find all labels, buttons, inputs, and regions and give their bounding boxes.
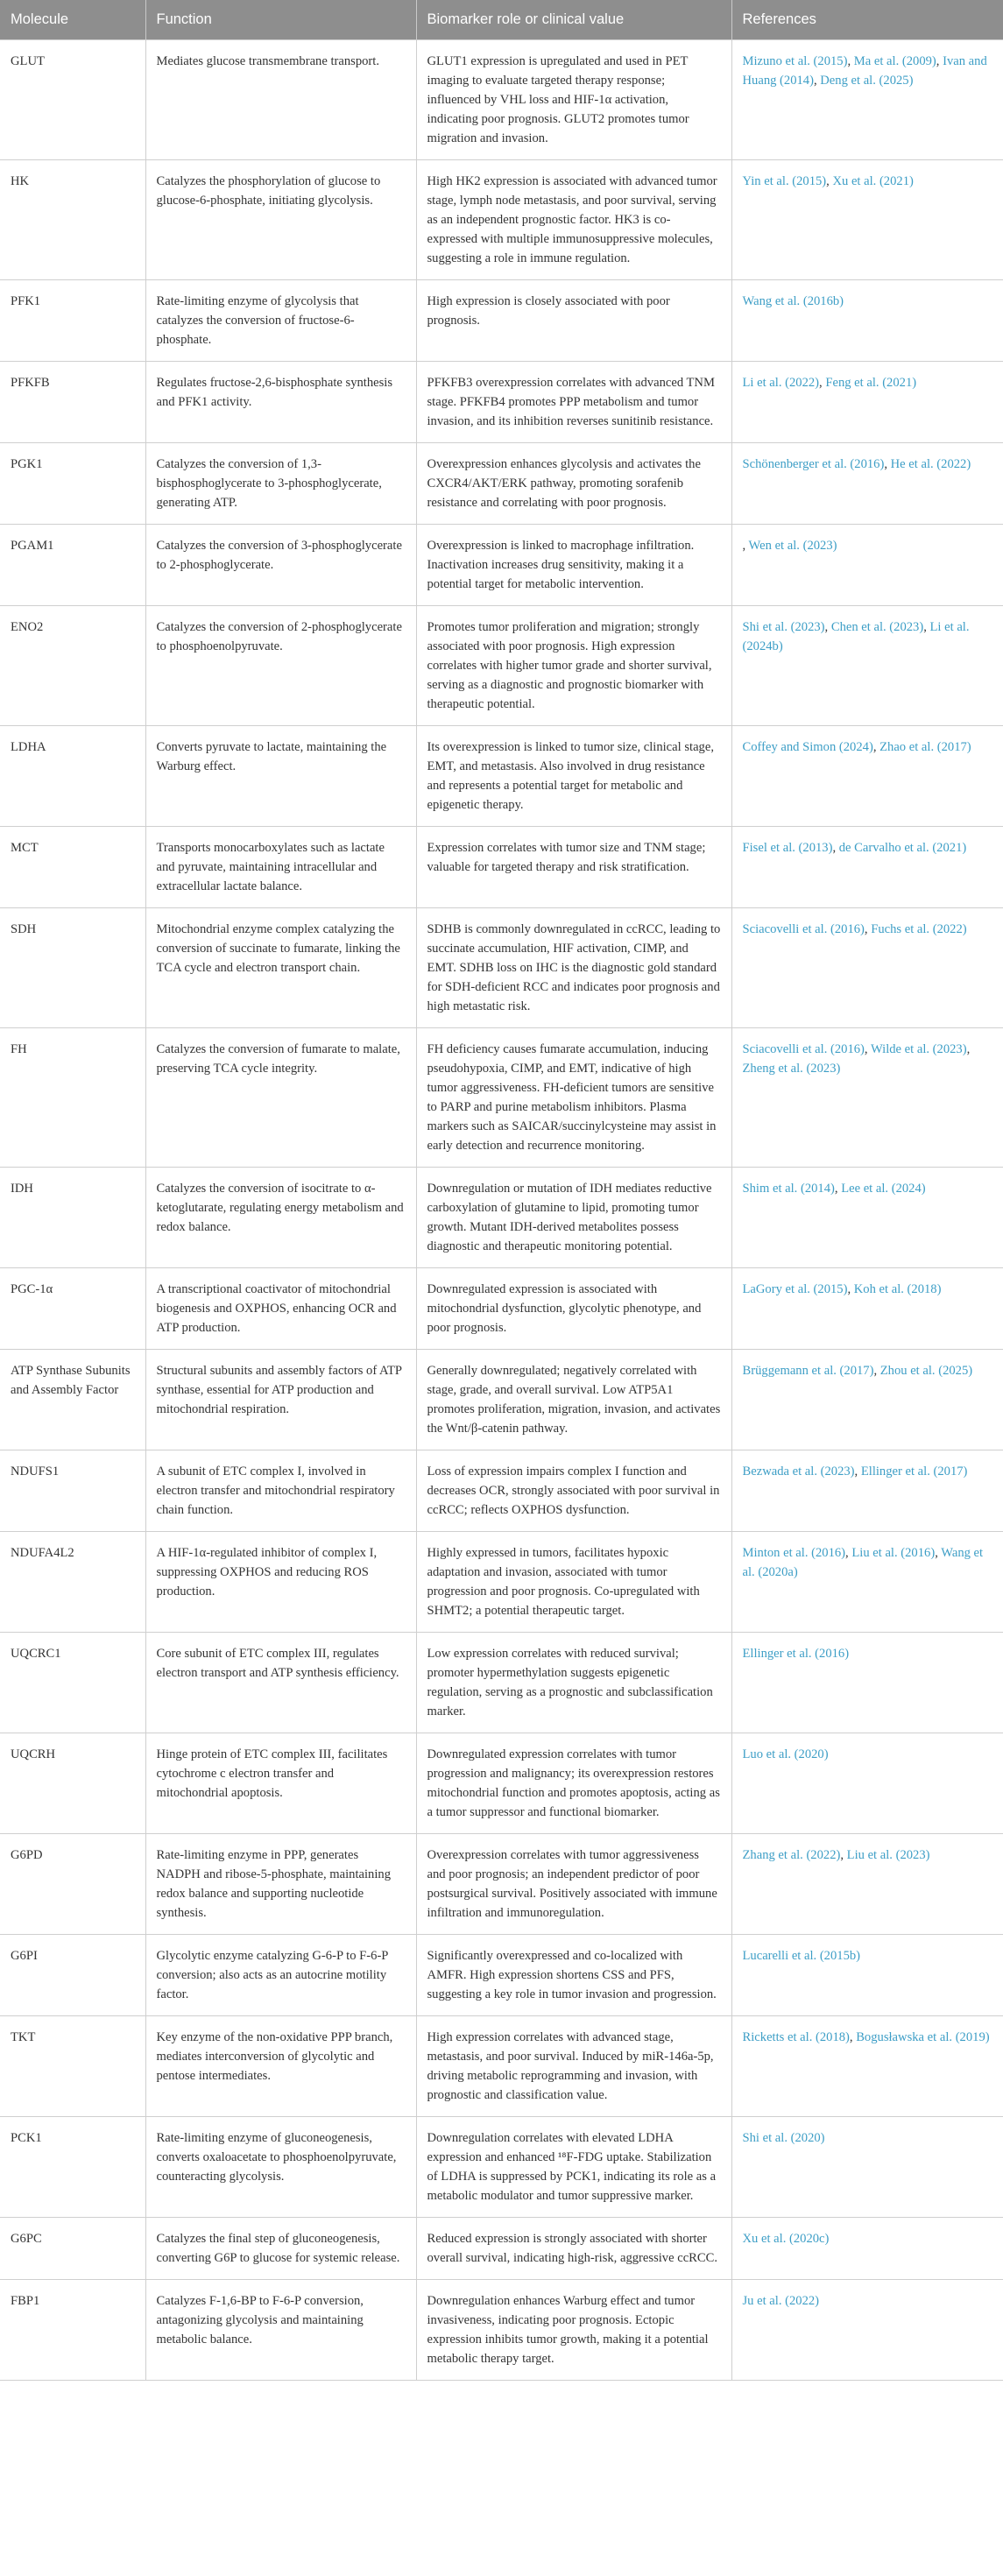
- separator: ,: [832, 840, 839, 855]
- molecule-cell: GLUT: [0, 39, 145, 159]
- separator: ,: [824, 619, 831, 634]
- separator: ,: [923, 619, 930, 634]
- separator: ,: [854, 1464, 861, 1479]
- table-body: [0, 39, 1003, 2380]
- function-cell: Mediates glucose transmembrane transport.: [145, 39, 416, 159]
- function-cell: Rate-limiting enzyme of gluconeogenesis, converts oxaloacetate to phosphoenolpyruvate, counteracting glycolysis.: [145, 2116, 416, 2217]
- reference-link[interactable]: Zhou et al. (2025): [879, 1363, 973, 1378]
- reference-link[interactable]: Shi et al. (2020): [742, 2130, 825, 2145]
- reference-link[interactable]: He et al. (2022): [890, 456, 971, 471]
- table-row: [0, 1632, 1003, 1733]
- function-cell: Catalyzes the conversion of fumarate to malate, preserving TCA cycle integrity.: [145, 1027, 416, 1167]
- references-cell: [731, 39, 1003, 159]
- separator: ,: [847, 53, 854, 68]
- reference-link[interactable]: Zheng et al. (2023): [742, 1061, 841, 1076]
- header-function: Function: [145, 0, 416, 39]
- molecule-cell: TKT: [0, 2015, 145, 2116]
- reference-link[interactable]: Wang et al. (2016b): [742, 293, 844, 308]
- header-molecule: Molecule: [0, 0, 145, 39]
- reference-link[interactable]: Yin et al. (2015): [742, 173, 827, 188]
- reference-link[interactable]: Wilde et al. (2023): [870, 1041, 967, 1056]
- reference-link[interactable]: Fisel et al. (2013): [742, 840, 833, 855]
- biomarker-cell: Overexpression correlates with tumor aggressiveness and poor prognosis; an independent predictor of poor postsurgical survival. Positively associated with immune infiltration and immunoregulation.: [416, 1833, 731, 1934]
- biomarker-cell: Downregulated expression correlates with tumor progression and malignancy; its overexpression restores mitochondrial function and promotes apoptosis, acting as a tumor suppressor and functional biomarker.: [416, 1733, 731, 1833]
- table-row: [0, 442, 1003, 524]
- function-cell: Key enzyme of the non-oxidative PPP branch, mediates interconversion of glycolytic and pentose intermediates.: [145, 2015, 416, 2116]
- reference-link[interactable]: Xu et al. (2021): [832, 173, 914, 188]
- biomarker-cell: Overexpression enhances glycolysis and activates the CXCR4/AKT/ERK pathway, promoting sorafenib resistance and correlating with poor prognosis.: [416, 442, 731, 524]
- header-references: References: [731, 0, 1003, 39]
- function-cell: Hinge protein of ETC complex III, facilitates cytochrome c electron transfer and mitochondrial apoptosis.: [145, 1733, 416, 1833]
- molecule-cell: UQCRH: [0, 1733, 145, 1833]
- reference-link[interactable]: Chen et al. (2023): [830, 619, 924, 634]
- separator: ,: [884, 456, 891, 471]
- function-cell: Catalyzes the conversion of 2-phosphoglycerate to phosphoenolpyruvate.: [145, 605, 416, 725]
- reference-link[interactable]: Ricketts et al. (2018): [742, 2029, 850, 2044]
- molecule-cell: PCK1: [0, 2116, 145, 2217]
- reference-link[interactable]: Ivan and Huang (2014): [742, 53, 987, 88]
- biomarker-cell: Downregulated expression is associated with mitochondrial dysfunction, glycolytic phenotype, and poor prognosis.: [416, 1267, 731, 1349]
- reference-link[interactable]: Fuchs et al. (2022): [871, 921, 967, 936]
- biomarker-cell: Downregulation or mutation of IDH mediates reductive carboxylation of glutamine to lipid, promoting tumor growth. Mutant IDH-derived metabolites possess diagnostic and therapeutic monitoring potential.: [416, 1167, 731, 1267]
- reference-link[interactable]: Shi et al. (2023): [742, 619, 825, 634]
- table-row: [0, 2279, 1003, 2380]
- biomarker-cell: Reduced expression is strongly associated with shorter overall survival, indicating high-risk, aggressive ccRCC.: [416, 2217, 731, 2279]
- function-cell: A subunit of ETC complex I, involved in electron transfer and mitochondrial respiratory chain function.: [145, 1450, 416, 1531]
- molecule-cell: NDUFA4L2: [0, 1531, 145, 1632]
- table-row: [0, 1531, 1003, 1632]
- separator: ,: [840, 1847, 847, 1862]
- reference-link[interactable]: Ma et al. (2009): [853, 53, 936, 68]
- reference-link[interactable]: Feng et al. (2021): [825, 375, 917, 390]
- references-cell: [731, 1632, 1003, 1733]
- reference-link[interactable]: Ju et al. (2022): [742, 2293, 820, 2308]
- molecule-cell: ATP Synthase Subunits and Assembly Factor: [0, 1349, 145, 1450]
- function-cell: Catalyzes the conversion of 3-phosphoglycerate to 2-phosphoglycerate.: [145, 524, 416, 605]
- reference-link[interactable]: LaGory et al. (2015): [742, 1281, 848, 1296]
- biomarker-cell: Highly expressed in tumors, facilitates hypoxic adaptation and invasion, associated with tumor progression and poor prognosis. Co-upregulated with SHMT2; a potential therapeutic target.: [416, 1531, 731, 1632]
- references-cell: [731, 1531, 1003, 1632]
- function-cell: Catalyzes the conversion of isocitrate to α-ketoglutarate, regulating energy metabolism and redox balance.: [145, 1167, 416, 1267]
- reference-link[interactable]: Lee et al. (2024): [841, 1181, 926, 1196]
- separator: ,: [873, 1363, 880, 1378]
- references-cell: [731, 1450, 1003, 1531]
- separator: ,: [864, 1041, 871, 1056]
- reference-link[interactable]: Bezwada et al. (2023): [742, 1464, 855, 1479]
- biomarker-cell: Its overexpression is linked to tumor size, clinical stage, EMT, and metastasis. Also involved in drug resistance and represents a potential target for metabolic and epigenetic therapy.: [416, 725, 731, 826]
- reference-link[interactable]: Zhang et al. (2022): [742, 1847, 841, 1862]
- reference-link[interactable]: Coffey and Simon (2024): [742, 739, 873, 754]
- references-cell: [731, 1027, 1003, 1167]
- references-cell: [731, 2279, 1003, 2380]
- separator: ,: [864, 921, 872, 936]
- table-row: [0, 2015, 1003, 2116]
- biomarker-cell: Downregulation enhances Warburg effect and tumor invasiveness, indicating poor prognosis. Ectopic expression inhibits tumor growth, making it a potential metabolic therapy target.: [416, 2279, 731, 2380]
- table-row: [0, 1833, 1003, 1934]
- references-cell: [731, 361, 1003, 442]
- reference-link[interactable]: de Carvalho et al. (2021): [838, 840, 967, 855]
- molecule-cell: G6PI: [0, 1934, 145, 2015]
- function-cell: Regulates fructose-2,6-bisphosphate synthesis and PFK1 activity.: [145, 361, 416, 442]
- table-row: [0, 1267, 1003, 1349]
- table-row: [0, 1450, 1003, 1531]
- function-cell: Core subunit of ETC complex III, regulates electron transport and ATP synthesis efficiency.: [145, 1632, 416, 1733]
- references-cell: [731, 907, 1003, 1027]
- separator: ,: [826, 173, 833, 188]
- molecule-cell: PGAM1: [0, 524, 145, 605]
- biomarker-cell: High expression is closely associated with poor prognosis.: [416, 279, 731, 361]
- table-header-row: [0, 0, 1003, 39]
- molecule-cell: PFKFB: [0, 361, 145, 442]
- reference-link[interactable]: Liu et al. (2023): [846, 1847, 930, 1862]
- separator: ,: [813, 73, 821, 88]
- biomarker-cell: High expression correlates with advanced stage, metastasis, and poor survival. Induced by miR-146a-5p, driving metabolic reprogramming and invasion, with prognostic and classification value.: [416, 2015, 731, 2116]
- molecule-cell: MCT: [0, 826, 145, 907]
- biomarker-cell: Significantly overexpressed and co-localized with AMFR. High expression shortens CSS and PFS, suggesting a key role in tumor invasion and progression.: [416, 1934, 731, 2015]
- biomarker-cell: Downregulation correlates with elevated LDHA expression and enhanced ¹⁸F-FDG uptake. Stabilization of LDHA is suppressed by PCK1, indicating its role as a metabolic modulator and tumor suppressive marker.: [416, 2116, 731, 2217]
- separator: ,: [872, 739, 880, 754]
- separator: ,: [845, 1545, 852, 1560]
- references-cell: [731, 1733, 1003, 1833]
- table-row: [0, 39, 1003, 159]
- molecule-cell: UQCRC1: [0, 1632, 145, 1733]
- separator: ,: [935, 1545, 942, 1560]
- references-cell: [731, 2015, 1003, 2116]
- function-cell: Mitochondrial enzyme complex catalyzing the conversion of succinate to fumarate, linking the TCA cycle and electron transport chain.: [145, 907, 416, 1027]
- reference-link[interactable]: Luo et al. (2020): [742, 1747, 829, 1761]
- function-cell: Transports monocarboxylates such as lactate and pyruvate, maintaining intracellular and extracellular lactate balance.: [145, 826, 416, 907]
- reference-link[interactable]: Ellinger et al. (2017): [860, 1464, 968, 1479]
- biomarker-cell: Expression correlates with tumor size and TNM stage; valuable for targeted therapy and risk stratification.: [416, 826, 731, 907]
- table-row: [0, 279, 1003, 361]
- biomarker-cell: SDHB is commonly downregulated in ccRCC, leading to succinate accumulation, HIF activation, CIMP, and EMT. SDHB loss on IHC is the diagnostic gold standard for SDH-deficient RCC and indicates poor prognosis and high metastatic risk.: [416, 907, 731, 1027]
- separator: ,: [742, 538, 749, 553]
- biomarker-cell: Loss of expression impairs complex I function and decreases OCR, strongly associated with poor survival in ccRCC; reflects OXPHOS dysfunction.: [416, 1450, 731, 1531]
- molecule-cell: NDUFS1: [0, 1450, 145, 1531]
- reference-link[interactable]: Zhao et al. (2017): [879, 739, 971, 754]
- references-cell: [731, 1349, 1003, 1450]
- reference-link[interactable]: Sciacovelli et al. (2016): [742, 1041, 865, 1056]
- references-cell: [731, 159, 1003, 279]
- molecule-cell: FBP1: [0, 2279, 145, 2380]
- function-cell: A HIF-1α-regulated inhibitor of complex I, suppressing OXPHOS and reducing ROS production.: [145, 1531, 416, 1632]
- function-cell: Catalyzes the final step of gluconeogenesis, converting G6P to glucose for systemic release.: [145, 2217, 416, 2279]
- biomarker-cell: Promotes tumor proliferation and migration; strongly associated with poor prognosis. High expression correlates with higher tumor grade and shorter survival, serving as a diagnostic and prognostic biomarker with therapeutic potential.: [416, 605, 731, 725]
- function-cell: Rate-limiting enzyme in PPP, generates NADPH and ribose-5-phosphate, maintaining redox balance and supporting nucleotide synthesis.: [145, 1833, 416, 1934]
- function-cell: Glycolytic enzyme catalyzing G-6-P to F-6-P conversion; also acts as an autocrine motility factor.: [145, 1934, 416, 2015]
- reference-link[interactable]: Minton et al. (2016): [742, 1545, 846, 1560]
- table-row: [0, 1027, 1003, 1167]
- references-cell: [731, 279, 1003, 361]
- reference-link[interactable]: Deng et al. (2025): [820, 73, 914, 88]
- table-row: [0, 725, 1003, 826]
- table-row: [0, 2217, 1003, 2279]
- function-cell: Catalyzes the phosphorylation of glucose to glucose-6-phosphate, initiating glycolysis.: [145, 159, 416, 279]
- table-row: [0, 1934, 1003, 2015]
- separator: ,: [966, 1041, 971, 1056]
- table-row: [0, 2116, 1003, 2217]
- separator: ,: [849, 2029, 857, 2044]
- references-cell: [731, 725, 1003, 826]
- references-cell: [731, 1167, 1003, 1267]
- biomarker-cell: Low expression correlates with reduced survival; promoter hypermethylation suggests epigenetic regulation, serving as a prognostic and subclassification marker.: [416, 1632, 731, 1733]
- references-cell: [731, 2116, 1003, 2217]
- biomarker-cell: Overexpression is linked to macrophage infiltration. Inactivation increases drug sensitivity, making it a potential target for metabolic intervention.: [416, 524, 731, 605]
- reference-link[interactable]: Koh et al. (2018): [853, 1281, 942, 1296]
- separator: ,: [936, 53, 943, 68]
- molecule-cell: SDH: [0, 907, 145, 1027]
- separator: ,: [834, 1181, 842, 1196]
- molecule-cell: FH: [0, 1027, 145, 1167]
- table-row: [0, 605, 1003, 725]
- separator: ,: [847, 1281, 854, 1296]
- table-row: [0, 361, 1003, 442]
- biomarker-cell: High HK2 expression is associated with advanced tumor stage, lymph node metastasis, and poor survival, serving as an independent prognostic factor. HK3 is co-expressed with multiple immunosuppressive molecules, suggesting a role in immune regulation.: [416, 159, 731, 279]
- reference-link[interactable]: Lucarelli et al. (2015b): [742, 1948, 861, 1963]
- function-cell: Structural subunits and assembly factors of ATP synthase, essential for ATP production and mitochondrial respiration.: [145, 1349, 416, 1450]
- reference-link[interactable]: Mizuno et al. (2015): [742, 53, 848, 68]
- reference-link[interactable]: Ellinger et al. (2016): [742, 1646, 850, 1661]
- biomarker-cell: Generally downregulated; negatively correlated with stage, grade, and overall survival. Low ATP5A1 promotes proliferation, migration, invasion, and activates the Wnt/β-catenin pathway.: [416, 1349, 731, 1450]
- biomarker-cell: GLUT1 expression is upregulated and used in PET imaging to evaluate targeted therapy response; influenced by VHL loss and HIF-1α activation, indicating poor prognosis. GLUT2 promotes tumor migration and invasion.: [416, 39, 731, 159]
- table-row: [0, 1349, 1003, 1450]
- reference-link[interactable]: Schönenberger et al. (2016): [742, 456, 885, 471]
- separator: ,: [819, 375, 826, 390]
- reference-link[interactable]: Li et al. (2024b): [742, 619, 970, 653]
- references-cell: [731, 1267, 1003, 1349]
- reference-link[interactable]: Brüggemann et al. (2017): [742, 1363, 874, 1378]
- reference-link[interactable]: Bogusławska et al. (2019): [856, 2029, 990, 2044]
- molecule-cell: G6PD: [0, 1833, 145, 1934]
- references-cell: [731, 1833, 1003, 1934]
- molecule-cell: G6PC: [0, 2217, 145, 2279]
- table-row: [0, 907, 1003, 1027]
- molecule-cell: IDH: [0, 1167, 145, 1267]
- references-cell: [731, 826, 1003, 907]
- molecule-cell: PGK1: [0, 442, 145, 524]
- reference-link[interactable]: Shim et al. (2014): [742, 1181, 835, 1196]
- reference-link[interactable]: Xu et al. (2020c): [742, 2231, 830, 2246]
- biomarker-cell: PFKFB3 overexpression correlates with advanced TNM stage. PFKFB4 promotes PPP metabolism and tumor invasion, and its inhibition reverses sunitinib resistance.: [416, 361, 731, 442]
- references-cell: [731, 442, 1003, 524]
- references-cell: [731, 1934, 1003, 2015]
- molecule-cell: PFK1: [0, 279, 145, 361]
- table-row: [0, 826, 1003, 907]
- molecule-cell: LDHA: [0, 725, 145, 826]
- references-cell: [731, 605, 1003, 725]
- molecule-cell: HK: [0, 159, 145, 279]
- reference-link[interactable]: Wen et al. (2023): [748, 538, 837, 553]
- references-cell: [731, 2217, 1003, 2279]
- molecule-cell: ENO2: [0, 605, 145, 725]
- reference-link[interactable]: Wang et al. (2020a): [742, 1545, 984, 1579]
- biomarker-cell: FH deficiency causes fumarate accumulation, inducing pseudohypoxia, CIMP, and EMT, indicative of high tumor aggressiveness. FH-deficient tumors are sensitive to PARP and purine metabolism inhibitors. Plasma markers such as SAICAR/succinylcysteine may assist in early detection and recurrence monitoring.: [416, 1027, 731, 1167]
- references-cell: [731, 524, 1003, 605]
- function-cell: Catalyzes F-1,6-BP to F-6-P conversion, antagonizing glycolysis and maintaining metabolic balance.: [145, 2279, 416, 2380]
- molecule-cell: PGC-1α: [0, 1267, 145, 1349]
- table-row: [0, 1733, 1003, 1833]
- table-row: [0, 1167, 1003, 1267]
- function-cell: Converts pyruvate to lactate, maintaining the Warburg effect.: [145, 725, 416, 826]
- header-biomarker: Biomarker role or clinical value: [416, 0, 731, 39]
- function-cell: Rate-limiting enzyme of glycolysis that catalyzes the conversion of fructose-6-phosphate.: [145, 279, 416, 361]
- reference-link[interactable]: Sciacovelli et al. (2016): [742, 921, 865, 936]
- reference-link[interactable]: Liu et al. (2016): [851, 1545, 936, 1560]
- table-row: [0, 159, 1003, 279]
- reference-link[interactable]: Li et al. (2022): [742, 375, 820, 390]
- function-cell: A transcriptional coactivator of mitochondrial biogenesis and OXPHOS, enhancing OCR and ATP production.: [145, 1267, 416, 1349]
- table-row: [0, 524, 1003, 605]
- function-cell: Catalyzes the conversion of 1,3-bisphosphoglycerate to 3-phosphoglycerate, generating ATP.: [145, 442, 416, 524]
